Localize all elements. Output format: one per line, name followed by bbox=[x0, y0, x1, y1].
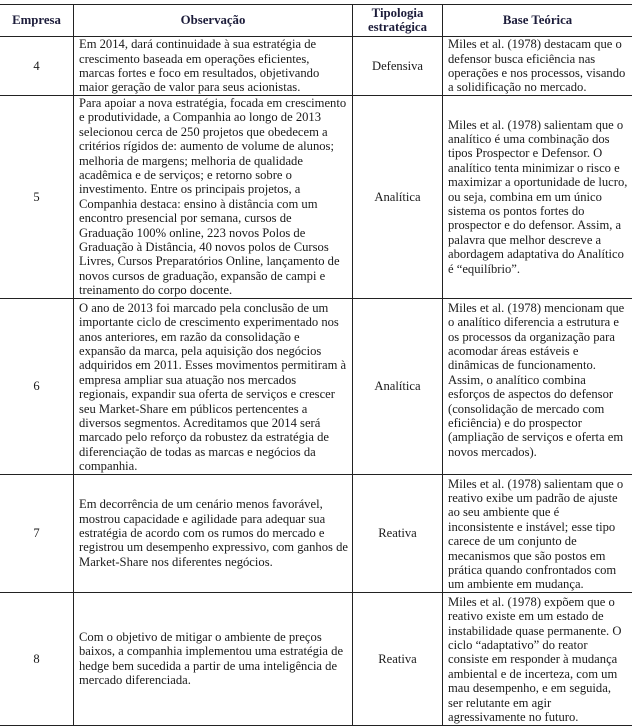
cell-empresa: 4 bbox=[0, 37, 74, 96]
table-row bbox=[0, 96, 632, 299]
cell-tipologia: Defensiva bbox=[353, 37, 443, 96]
cell-empresa: 5 bbox=[0, 96, 74, 299]
cell-tipologia: Analítica bbox=[353, 298, 443, 474]
cell-empresa: 6 bbox=[0, 298, 74, 474]
cell-observacao: Em 2014, dará continuidade à sua estratégia de crescimento baseada em operações eficientes, marcas fortes e foco em resultados, objetivando maior geração de valor para seus acionistas. bbox=[74, 37, 353, 96]
cell-observacao: Com o objetivo de mitigar o ambiente de preços baixos, a companhia implementou uma estratégia de hedge bem sucedida a partir de uma inteligência de mercado diferenciada. bbox=[74, 592, 353, 725]
header-tipologia: Tipologia estratégica bbox=[353, 5, 443, 37]
table-row bbox=[0, 298, 632, 474]
cell-empresa: 8 bbox=[0, 592, 74, 725]
cell-base-teorica: Miles et al. (1978) mencionam que o analítico diferencia a estrutura e os processos da organização para acomodar áreas estáveis e dinâmicas de funcionamento. Assim, o analítico combina esforços de aspectos do defensor (consolidação de mercado com eficiência) e do prospector (ampliação de serviços e oferta em novos mercados). bbox=[443, 298, 632, 474]
cell-base-teorica: Miles et al. (1978) salientam que o reativo exibe um padrão de ajuste ao seu ambiente que é inconsistente e instável; esse tipo carece de um conjunto de mecanismos que são postos em prática quando confrontados com um ambiente em mudança. bbox=[443, 474, 632, 592]
cell-base-teorica: Miles et al. (1978) destacam que o defensor busca eficiência nas operações e nos processos, visando a solidificação no mercado. bbox=[443, 37, 632, 96]
cell-base-teorica: Miles et al. (1978) salientam que o analítico é uma combinação dos tipos Prospector e Defensor. O analítico tenta minimizar o risco e maximizar a oportunidade de lucro, ou seja, combina em um único sistema os pontos fortes do prospector e do defensor. Assim, a palavra que melhor descreve a abordagem adaptativa do Analítico é “equilíbrio”. bbox=[443, 96, 632, 299]
cell-tipologia: Analítica bbox=[353, 96, 443, 299]
header-observacao: Observação bbox=[74, 5, 353, 37]
cell-observacao: Em decorrência de um cenário menos favorável, mostrou capacidade e agilidade para adequar sua estratégia de acordo com os rumos do mercado e registrou um desempenho expressivo, com ganhos de Market-Share nos diferentes negócios. bbox=[74, 474, 353, 592]
cell-tipologia: Reativa bbox=[353, 592, 443, 725]
header-row bbox=[0, 5, 632, 37]
strategy-typology-table bbox=[0, 4, 632, 726]
header-empresa: Empresa bbox=[0, 5, 74, 37]
cell-tipologia: Reativa bbox=[353, 474, 443, 592]
cell-observacao: Para apoiar a nova estratégia, focada em crescimento e produtividade, a Companhia ao longo de 2013 selecionou cerca de 250 projetos que obedecem a critérios rígidos de: aumento de volume de alunos; melhoria de margens; melhoria de qualidade acadêmica e de serviços; e retorno sobre o investimento. Entre os principais projetos, a Companhia destaca: ensino à distância com um encontro presencial por semana, cursos de Graduação 100% online, 223 novos Polos de Graduação à Distância, 40 novos polos de Cursos Livres, Cursos Preparatórios Online, lançamento de novos cursos de graduação, expansão de campi e treinamento do corpo docente. bbox=[74, 96, 353, 299]
table-row bbox=[0, 37, 632, 96]
header-base-teorica: Base Teórica bbox=[443, 5, 632, 37]
cell-empresa: 7 bbox=[0, 474, 74, 592]
cell-base-teorica: Miles et al. (1978) expõem que o reativo existe em um estado de instabilidade quase permanente. O ciclo “adaptativo” do reator consiste em responder à mudança ambiental e de incerteza, com um mau desempenho, e em seguida, ser relutante em agir agressivamente no futuro. bbox=[443, 592, 632, 725]
table-row bbox=[0, 592, 632, 725]
cell-observacao: O ano de 2013 foi marcado pela conclusão de um importante ciclo de crescimento experimentado nos anos anteriores, em razão da consolidação e expansão da marca, pela aquisição dos negócios adquiridos em 2011. Esses movimentos permitiram à empresa ampliar sua atuação nos mercados regionais, expandir sua oferta de serviços e crescer seu Market-Share em públicos pertencentes a diversos segmentos. Acreditamos que 2014 será marcado pelo reforço da robustez da estratégia de diferenciação de todas as marcas e negócios da companhia. bbox=[74, 298, 353, 474]
table-row bbox=[0, 474, 632, 592]
